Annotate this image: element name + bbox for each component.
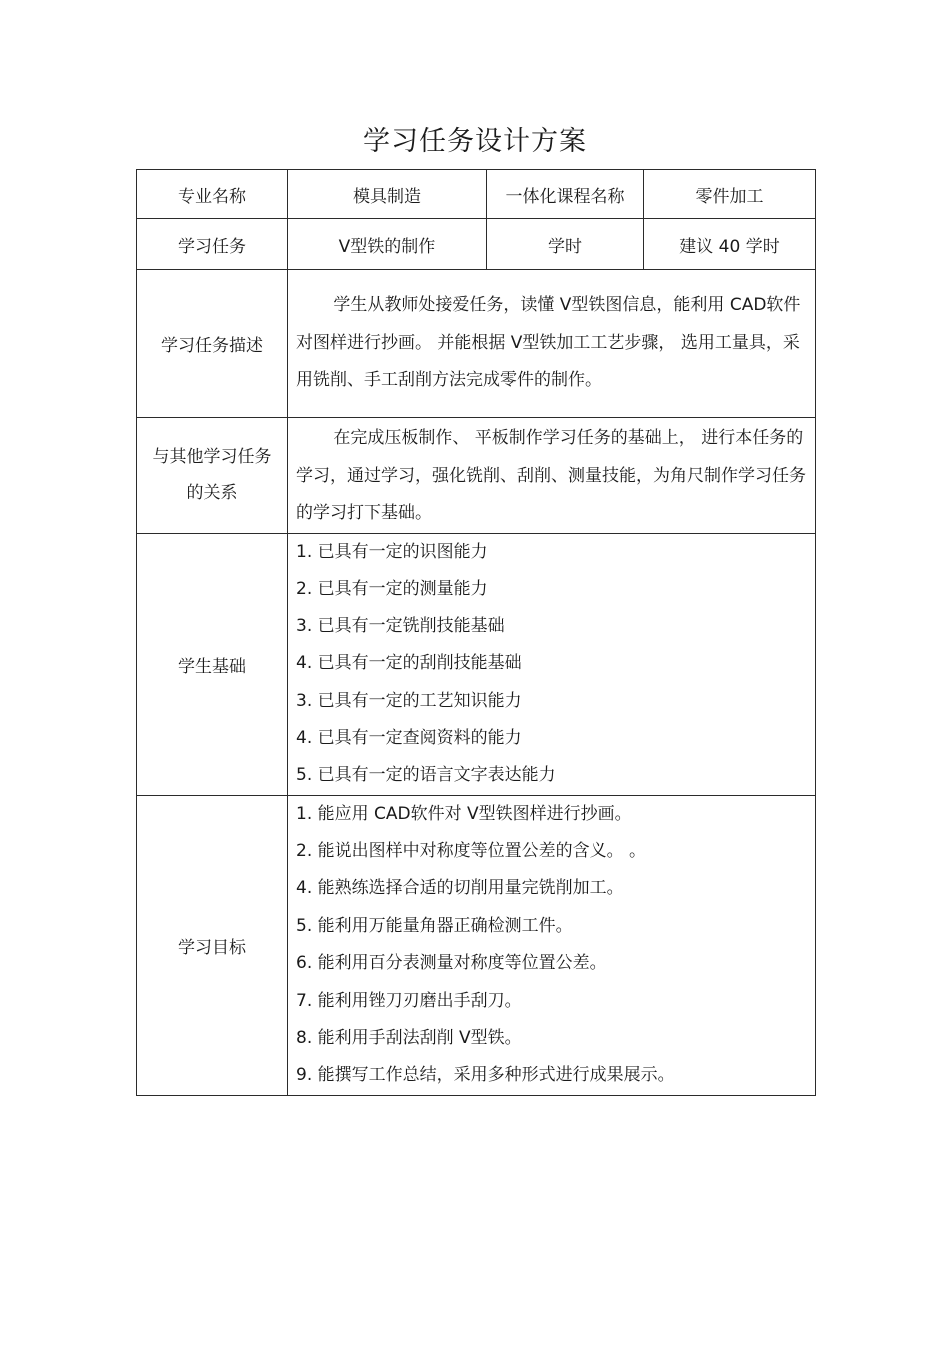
basics-item: 3. 已具有一定铣削技能基础	[296, 616, 505, 637]
hours-label: 学时	[487, 219, 644, 270]
description-cell	[288, 270, 816, 418]
basics-item: 4. 已具有一定查阅资料的能力	[296, 727, 522, 748]
major-label: 专业名称	[137, 170, 288, 219]
basics-item: 3. 已具有一定的工艺知识能力	[296, 690, 522, 711]
goals-item: 1. 能应用 CAD软件对 V型铁图样进行抄画。	[296, 803, 632, 824]
basics-item: 1. 已具有一定的识图能力	[296, 541, 488, 562]
basics-list	[288, 533, 816, 795]
goals-label: 学习目标	[137, 795, 288, 1095]
relation-text: 在完成压板制作、 平板制作学习任务的基础上， 进行本任务的学习，通过学习，强化铣削、刮削、测量技能，为角尺制作学习任务的学习打下基础。	[296, 428, 806, 523]
goals-item: 9. 能撰写工作总结，采用多种形式进行成果展示。	[296, 1065, 675, 1086]
row-relation	[137, 418, 816, 534]
row-task	[137, 219, 816, 270]
major-value: 模具制造	[288, 170, 487, 219]
row-description	[137, 270, 816, 418]
basics-item: 4. 已具有一定的刮削技能基础	[296, 653, 522, 674]
course-value: 零件加工	[644, 170, 816, 219]
goals-item: 4. 能熟练选择合适的切削用量完铣削加工。	[296, 878, 624, 899]
goals-item: 7. 能利用锉刀刃磨出手刮刀。	[296, 990, 522, 1011]
task-value: V型铁的制作	[288, 219, 487, 270]
goals-item: 5. 能利用万能量角器正确检测工件。	[296, 915, 573, 936]
basics-item: 2. 已具有一定的测量能力	[296, 578, 488, 599]
relation-label	[137, 418, 288, 534]
course-label: 一体化课程名称	[487, 170, 644, 219]
goals-list	[288, 795, 816, 1095]
goals-item: 6. 能利用百分表测量对称度等位置公差。	[296, 953, 607, 974]
basics-item: 5. 已具有一定的语言文字表达能力	[296, 765, 556, 786]
task-label: 学习任务	[137, 219, 288, 270]
description-text: 学生从教师处接爱任务，读懂 V型铁图信息，能利用 CAD软件对图样进行抄画。 并能根据 V型铁加工工艺步骤， 选用工量具，采用铣削、手工刮削方法完成零件的制作。	[296, 295, 801, 390]
relation-cell	[288, 418, 816, 534]
basics-label: 学生基础	[137, 533, 288, 795]
row-goals	[137, 795, 816, 1095]
relation-label-line2: 的关系	[186, 483, 238, 504]
description-label: 学习任务描述	[137, 270, 288, 418]
relation-label-line1: 与其他学习任务	[152, 447, 272, 468]
hours-value: 建议 40 学时	[644, 219, 816, 270]
goals-item: 8. 能利用手刮法刮削 V型铁。	[296, 1028, 522, 1049]
page-title: 学习任务设计方案	[363, 126, 587, 157]
task-plan-table	[136, 169, 816, 1096]
row-basics	[137, 533, 816, 795]
row-major	[137, 170, 816, 219]
goals-item: 2. 能说出图样中对称度等位置公差的含义。 。	[296, 840, 647, 861]
